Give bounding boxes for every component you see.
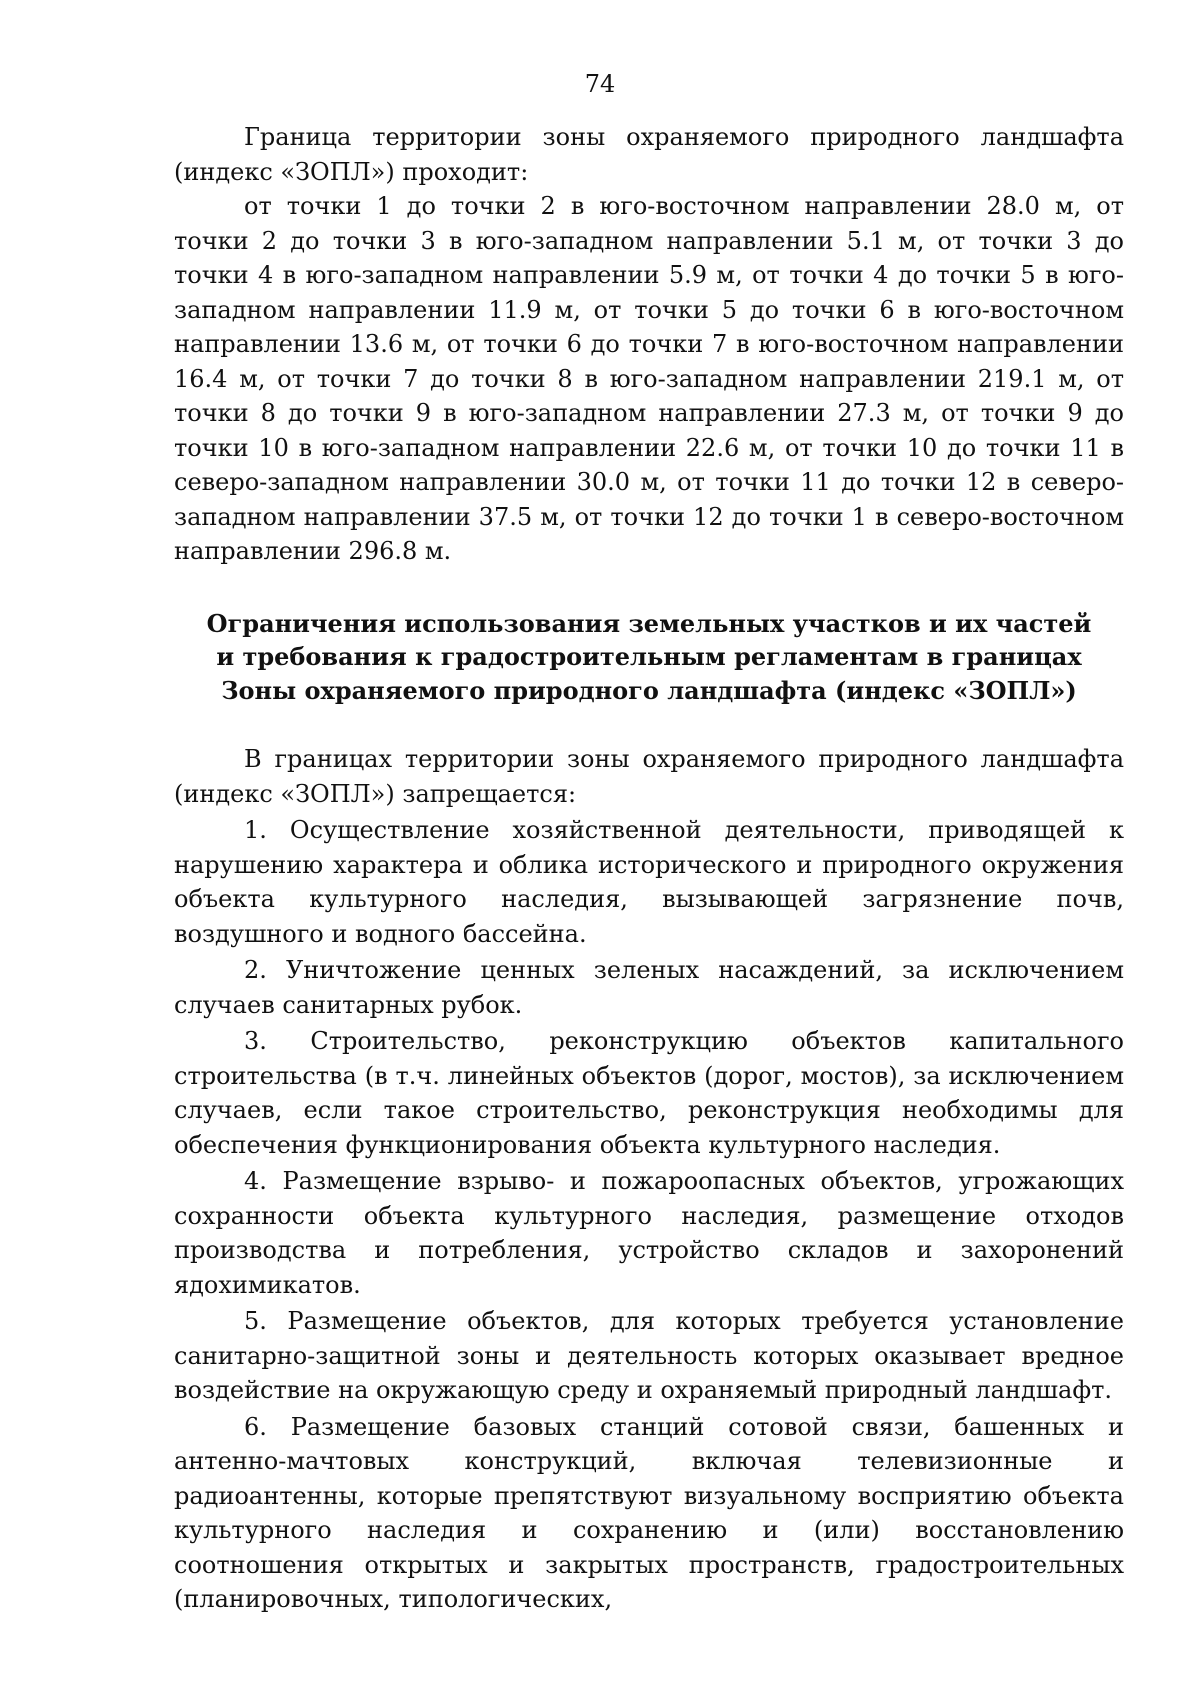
restrictions-heading bbox=[174, 607, 1124, 708]
restriction-item-1: 1. Осуществление хозяйственной деятельности, приводящей к нарушению характера и облика исторического и природного окружения объекта культурного наследия, вызывающей загрязнение почв, воздушного и водного бассейна. bbox=[174, 816, 1124, 948]
restriction-item-3: 3. Строительство, реконструкцию объектов капитального строительства (в т.ч. линейных объектов (дорог, мостов), за исключением случаев, если такое строительство, реконструкция необходимы для обеспечения функционирования объекта культурного наследия. bbox=[174, 1027, 1124, 1159]
restriction-item-2: 2. Уничтожение ценных зеленых насаждений, за исключением случаев санитарных рубок. bbox=[174, 956, 1124, 1019]
restrictions-intro: В границах территории зоны охраняемого природного ландшафта (индекс «ЗОПЛ») запрещается: bbox=[174, 745, 1124, 808]
restriction-item-5: 5. Размещение объектов, для которых требуется установление санитарно-защитной зоны и деятельность которых оказывает вредное воздействие на окружающую среду и охраняемый природный ландшафт. bbox=[174, 1307, 1124, 1404]
document-content bbox=[174, 120, 1124, 1617]
zone-boundary-intro: Граница территории зоны охраняемого природного ландшафта (индекс «ЗОПЛ») проходит: bbox=[174, 123, 1124, 186]
restrictions-heading-line: и требования к градостроительным регламентам в границах bbox=[216, 642, 1082, 671]
zone-boundary-route: от точки 1 до точки 2 в юго-восточном направлении 28.0 м, от точки 2 до точки 3 в юго-западном направлении 5.1 м, от точки 3 до точки 4 в юго-западном направлении 5.9 м, от точки 4 до точки 5 в юго-западном направлении 11.9 м, от точки 5 до точки 6 в юго-восточном направлении 13.6 м, от точки 6 до точки 7 в юго-восточном направлении 16.4 м, от точки 7 до точки 8 в юго-западном направлении 219.1 м, от точки 8 до точки 9 в юго-западном направлении 27.3 м, от точки 9 до точки 10 в юго-западном направлении 22.6 м, от точки 10 до точки 11 в северо-западном направлении 30.0 м, от точки 11 до точки 12 в северо-западном направлении 37.5 м, от точки 12 до точки 1 в северо-восточном направлении 296.8 м. bbox=[174, 192, 1124, 565]
page-number: 74 bbox=[584, 70, 616, 98]
restrictions-heading-line: Зоны охраняемого природного ландшафта (индекс «ЗОПЛ») bbox=[221, 675, 1077, 705]
restriction-item-4: 4. Размещение взрыво- и пожароопасных объектов, угрожающих сохранности объекта культурного наследия, размещение отходов производства и потребления, устройство складов и захоронений ядохимикатов. bbox=[174, 1167, 1124, 1299]
restriction-item-6: 6. Размещение базовых станций сотовой связи, башенных и антенно-мачтовых конструкций, включая телевизионные и радиоантенны, которые препятствуют визуальному восприятию объекта культурного наследия и сохранению и (или) восстановлению соотношения открытых и закрытых пространств, градостроительных (планировочных, типологических, bbox=[174, 1412, 1124, 1613]
restrictions-heading-line: Ограничения использования земельных участков и их частей bbox=[206, 608, 1092, 638]
